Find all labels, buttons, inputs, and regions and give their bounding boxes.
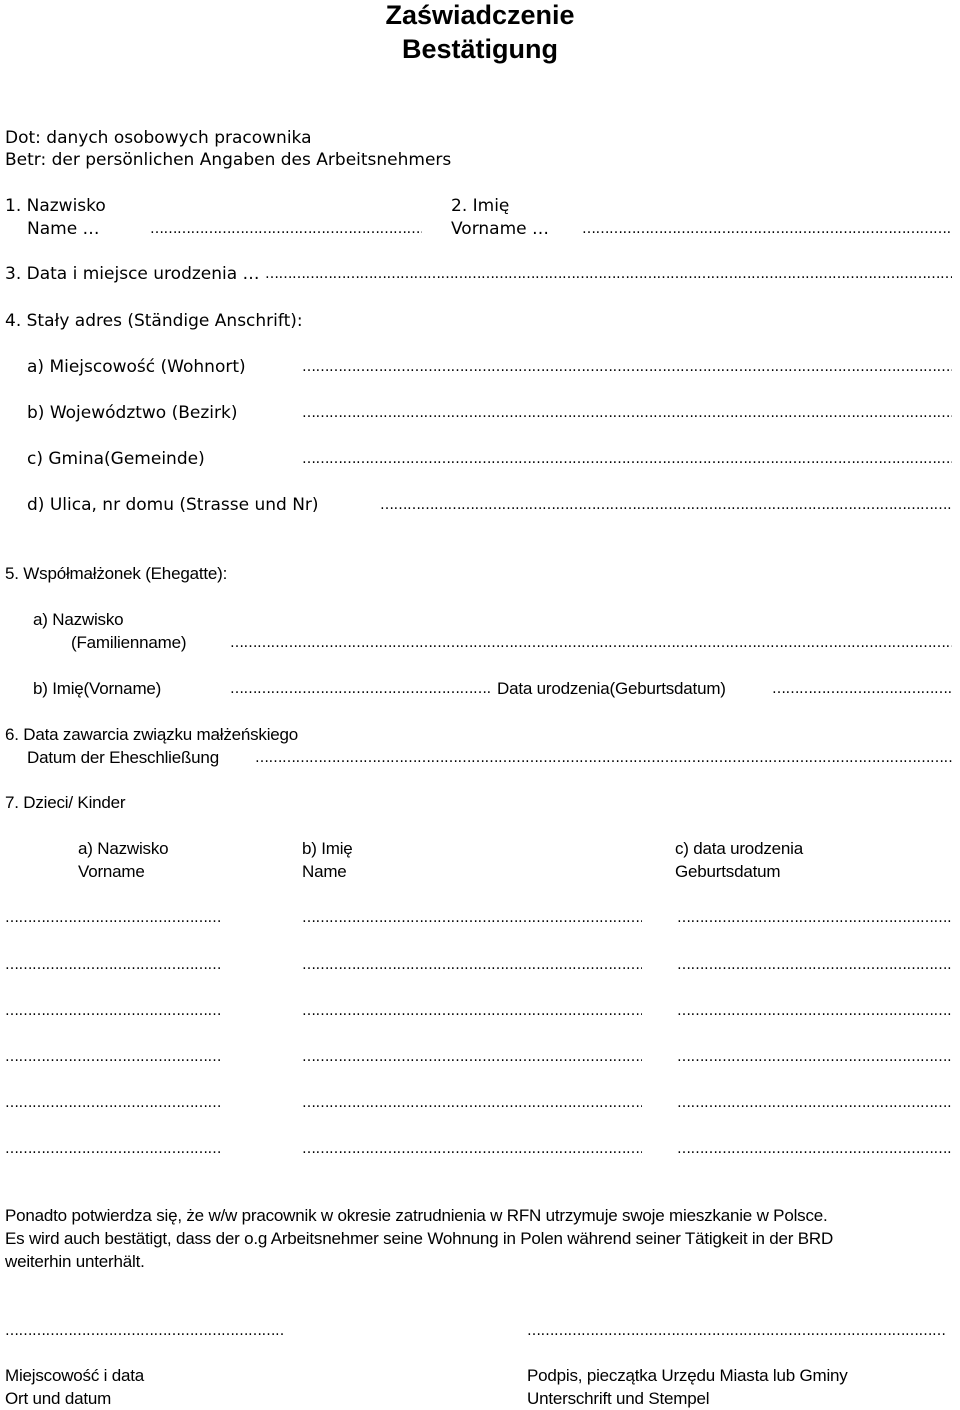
field-7-label: 7. Dzieci/ Kinder bbox=[5, 793, 126, 812]
field-5-label: 5. Współmałżonek (Ehegatte): bbox=[5, 564, 228, 583]
child-2-surname-input-line[interactable] bbox=[5, 954, 222, 976]
child-1-firstname-input-line[interactable] bbox=[302, 907, 642, 929]
child-6-surname-input-line[interactable] bbox=[5, 1138, 222, 1160]
children-col-c-header: c) data urodzenia bbox=[675, 839, 803, 858]
field-2-label: 2. Imię bbox=[451, 196, 510, 216]
field-5a-label: a) Nazwisko bbox=[33, 610, 124, 629]
marriage-date-input-line[interactable] bbox=[255, 747, 952, 769]
field-5a-sublabel: (Familienname) bbox=[71, 633, 187, 652]
children-col-a-subheader: Vorname bbox=[78, 862, 145, 881]
statement-line-3: weiterhin unterhält. bbox=[5, 1252, 145, 1271]
child-3-birthdate-input-line[interactable] bbox=[677, 1000, 952, 1022]
child-4-firstname-input-line[interactable] bbox=[302, 1046, 642, 1068]
field-1-label: 1. Nazwisko bbox=[5, 196, 106, 216]
field-4d-label: d) Ulica, nr domu (Strasse und Nr) bbox=[27, 495, 319, 515]
field-6-sublabel: Datum der Eheschließung bbox=[27, 748, 219, 767]
title-polish: Zaświadczenie bbox=[385, 0, 575, 30]
field-3-label: 3. Data i miejsce urodzenia … bbox=[5, 264, 260, 284]
footer-right-sublabel: Unterschrift und Stempel bbox=[527, 1389, 710, 1408]
statement-line-2: Es wird auch bestätigt, dass der o.g Arbeitsnehmer seine Wohnung in Polen während seiner Tätigkeit in der BRD bbox=[5, 1229, 834, 1248]
footer-left-sublabel: Ort und datum bbox=[5, 1389, 112, 1408]
field-4c-label: c) Gmina(Gemeinde) bbox=[27, 449, 205, 469]
header-dot: Dot: danych osobowych pracownika bbox=[5, 128, 312, 148]
field-4b-label: b) Województwo (Bezirk) bbox=[27, 403, 238, 423]
name-input-line[interactable] bbox=[150, 218, 422, 240]
wohnort-input-line[interactable] bbox=[302, 356, 952, 378]
signature-stamp-input-line[interactable] bbox=[527, 1320, 945, 1342]
title-german: Bestätigung bbox=[401, 34, 558, 64]
header-betr: Betr: der persönlichen Angaben des Arbeitsnehmers bbox=[5, 150, 452, 170]
statement-line-1: Ponadto potwierdza się, że w/w pracownik w okresie zatrudnienia w RFN utrzymuje swoje mieszkanie w Polsce. bbox=[5, 1206, 828, 1225]
child-6-birthdate-input-line[interactable] bbox=[677, 1138, 952, 1160]
child-2-firstname-input-line[interactable] bbox=[302, 954, 642, 976]
field-5b-label: b) Imię(Vorname) bbox=[33, 679, 162, 698]
footer-right-label: Podpis, pieczątka Urzędu Miasta lub Gminy bbox=[527, 1366, 848, 1385]
footer-left-label: Miejscowość i data bbox=[5, 1366, 145, 1385]
field-5b-date-label: Data urodzenia(Geburtsdatum) bbox=[497, 679, 726, 698]
field-4-label: 4. Stały adres (Ständige Anschrift): bbox=[5, 311, 303, 331]
child-1-birthdate-input-line[interactable] bbox=[677, 907, 952, 929]
child-3-surname-input-line[interactable] bbox=[5, 1000, 222, 1022]
child-3-firstname-input-line[interactable] bbox=[302, 1000, 642, 1022]
place-date-input-line[interactable] bbox=[5, 1320, 283, 1342]
children-col-a-header: a) Nazwisko bbox=[78, 839, 169, 858]
field-2-sublabel: Vorname … bbox=[451, 219, 550, 239]
spouse-birthdate-input-line[interactable] bbox=[772, 678, 952, 700]
bezirk-input-line[interactable] bbox=[302, 402, 952, 424]
children-col-b-header: b) Imię bbox=[302, 839, 353, 858]
vorname-input-line[interactable] bbox=[582, 218, 952, 240]
children-col-c-subheader: Geburtsdatum bbox=[675, 862, 781, 881]
field-4a-label: a) Miejscowość (Wohnort) bbox=[27, 357, 246, 377]
children-col-b-subheader: Name bbox=[302, 862, 347, 881]
child-5-surname-input-line[interactable] bbox=[5, 1092, 222, 1114]
birth-date-place-input-line[interactable] bbox=[265, 263, 952, 285]
field-1-sublabel: Name … bbox=[27, 219, 100, 239]
child-6-firstname-input-line[interactable] bbox=[302, 1138, 642, 1160]
child-4-surname-input-line[interactable] bbox=[5, 1046, 222, 1068]
spouse-firstname-input-line[interactable] bbox=[230, 678, 490, 700]
gemeinde-input-line[interactable] bbox=[302, 448, 952, 470]
child-5-birthdate-input-line[interactable] bbox=[677, 1092, 952, 1114]
child-1-surname-input-line[interactable] bbox=[5, 907, 222, 929]
child-4-birthdate-input-line[interactable] bbox=[677, 1046, 952, 1068]
spouse-surname-input-line[interactable] bbox=[230, 632, 952, 654]
field-6-label: 6. Data zawarcia związku małżeńskiego bbox=[5, 725, 299, 744]
child-5-firstname-input-line[interactable] bbox=[302, 1092, 642, 1114]
child-2-birthdate-input-line[interactable] bbox=[677, 954, 952, 976]
strasse-input-line[interactable] bbox=[380, 494, 952, 516]
